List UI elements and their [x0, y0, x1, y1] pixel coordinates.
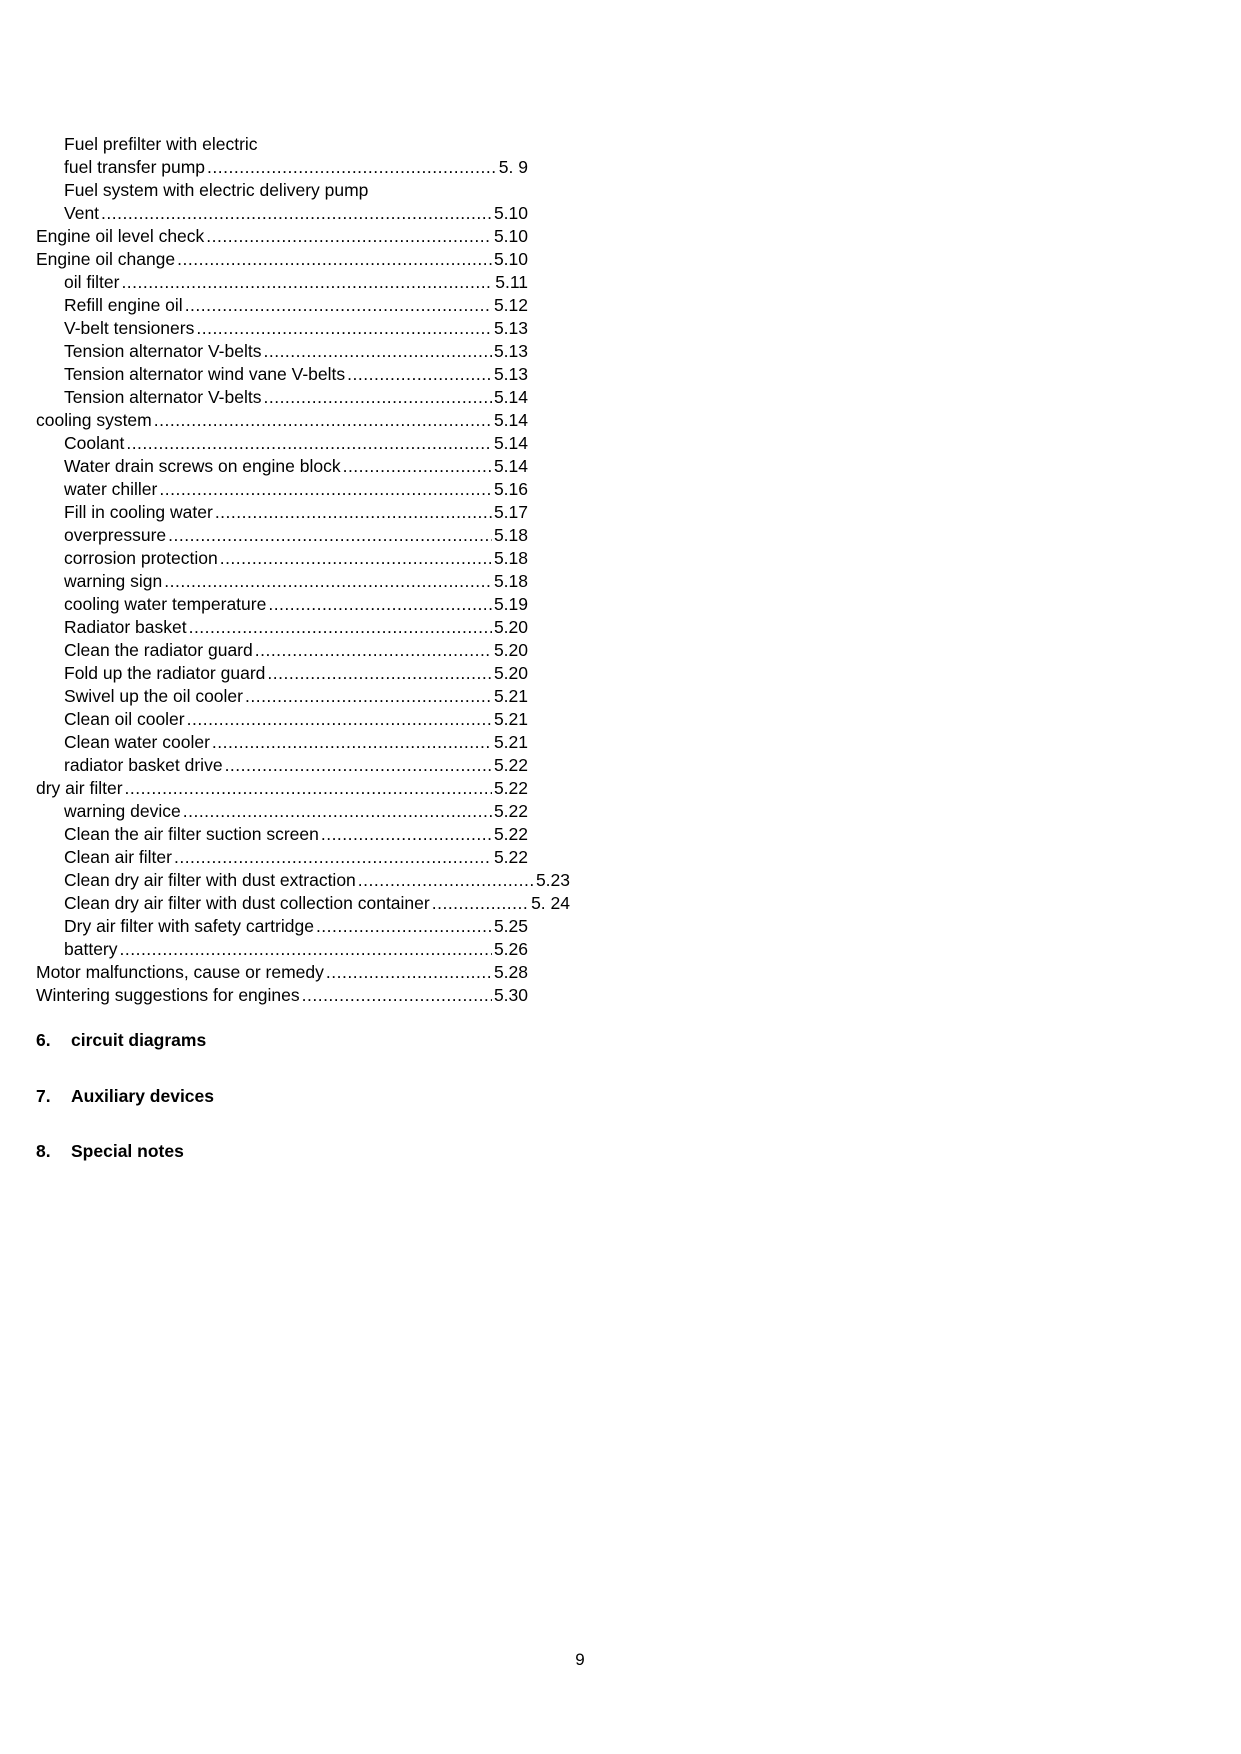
toc-entry	[36, 708, 596, 731]
toc-entry-page: 5.14	[493, 410, 528, 430]
dot-leader	[343, 455, 492, 478]
toc-entry	[36, 501, 596, 524]
toc-entry-page: 5.22	[493, 847, 528, 867]
dot-leader	[206, 225, 492, 248]
dot-leader	[120, 938, 492, 961]
toc-entry	[36, 984, 596, 1007]
dot-leader	[125, 777, 492, 800]
dot-leader	[215, 501, 492, 524]
toc-entry-page: 5.20	[493, 640, 528, 660]
section-number: 8.	[36, 1141, 51, 1161]
toc-entry	[36, 202, 596, 225]
toc-entry	[36, 662, 596, 685]
toc-entry-page: 5.23	[535, 870, 570, 890]
toc-entry	[36, 133, 596, 156]
toc-entry-title: Clean the air filter suction screen	[64, 824, 319, 844]
dot-leader	[263, 340, 491, 363]
toc-entry	[36, 938, 596, 961]
section-7-heading	[36, 1086, 214, 1107]
toc-entry	[36, 846, 596, 869]
dot-leader	[164, 570, 492, 593]
toc-entry-title: Clean dry air filter with dust extraction	[64, 870, 356, 890]
dot-leader	[263, 386, 491, 409]
dot-leader	[196, 317, 492, 340]
dot-leader	[174, 846, 492, 869]
toc-entry	[36, 432, 596, 455]
toc-entry-title: Tension alternator V-belts	[64, 341, 262, 361]
toc-entry-title: dry air filter	[36, 778, 123, 798]
toc-entry-title: Engine oil change	[36, 249, 176, 269]
section-6-heading	[36, 1030, 206, 1051]
dot-leader	[159, 478, 492, 501]
toc-entry	[36, 570, 596, 593]
toc-entry	[36, 455, 596, 478]
toc-entry-page: 5.12	[493, 295, 528, 315]
toc-entry-title: Vent	[64, 203, 100, 223]
page-number: 9	[575, 1650, 585, 1669]
toc-entry-title: Tension alternator wind vane V-belts	[64, 364, 346, 384]
toc-entry	[36, 616, 596, 639]
toc-entry	[36, 294, 596, 317]
toc-entry	[36, 363, 596, 386]
toc-entry-title: V-belt tensioners	[64, 318, 195, 338]
toc-entry-page: 5.17	[493, 502, 528, 522]
toc-entry	[36, 409, 596, 432]
dot-leader	[154, 409, 492, 432]
toc-entry-page: 5.11	[495, 272, 528, 292]
toc-entry	[36, 547, 596, 570]
toc-entry-page: 5.18	[493, 525, 528, 545]
toc-entry	[36, 156, 596, 179]
dot-leader	[121, 271, 493, 294]
section-number: 6.	[36, 1030, 51, 1050]
toc-entry-page: 5.14	[493, 387, 528, 407]
toc-entry	[36, 478, 596, 501]
toc-entry-title: cooling system	[36, 410, 152, 430]
toc-entry-page: 5.22	[493, 801, 528, 821]
toc-entry	[36, 800, 596, 823]
dot-leader	[316, 915, 492, 938]
toc-entry-title: warning device	[64, 801, 181, 821]
toc-entry	[36, 593, 596, 616]
toc-entry-page: 5.13	[493, 318, 528, 338]
dot-leader	[326, 961, 492, 984]
toc-entry-page: 5.14	[493, 433, 528, 453]
dot-leader	[302, 984, 492, 1007]
toc-entry-title: Clean dry air filter with dust collection container	[64, 893, 430, 913]
section-title: circuit diagrams	[71, 1030, 207, 1050]
toc-entry-page: 5.22	[493, 824, 528, 844]
toc-entry-page: 5.10	[493, 249, 528, 269]
toc-entry	[36, 179, 596, 202]
toc-entry-page: 5.28	[493, 962, 528, 982]
toc-entry-title: corrosion protection	[64, 548, 218, 568]
toc-entry-title: Motor malfunctions, cause or remedy	[36, 962, 324, 982]
toc-entry	[36, 685, 596, 708]
dot-leader	[358, 869, 534, 892]
toc-entry-page: 5.21	[493, 709, 528, 729]
toc-entry-page: 5.30	[493, 985, 528, 1005]
toc-entry-page: 5.13	[493, 341, 528, 361]
toc-entry-title: Fill in cooling water	[64, 502, 213, 522]
toc-entry	[36, 317, 596, 340]
dot-leader	[183, 800, 492, 823]
toc-entry-title: Refill engine oil	[64, 295, 183, 315]
dot-leader	[321, 823, 492, 846]
dot-leader	[187, 708, 492, 731]
toc-entry-title: Coolant	[64, 433, 125, 453]
toc-entry	[36, 823, 596, 846]
section-8-heading	[36, 1141, 184, 1162]
toc-entry-title: Fuel system with electric delivery pump	[64, 180, 369, 200]
toc-entry-page: 5.20	[493, 663, 528, 683]
toc-entry	[36, 869, 596, 892]
toc-entry-title: Clean oil cooler	[64, 709, 185, 729]
toc-entry	[36, 271, 596, 294]
toc-entry-title: overpressure	[64, 525, 167, 545]
toc-entry	[36, 915, 596, 938]
dot-leader	[268, 593, 492, 616]
toc-entry-title: oil filter	[64, 272, 120, 292]
toc-entry-title: Clean the radiator guard	[64, 640, 253, 660]
toc-entry-page: 5.20	[493, 617, 528, 637]
toc-entry	[36, 340, 596, 363]
toc-entry	[36, 524, 596, 547]
toc-entry	[36, 386, 596, 409]
dot-leader	[225, 754, 492, 777]
toc-entry-page: 5.10	[493, 203, 528, 223]
toc-entry-title: battery	[64, 939, 118, 959]
toc-entry-page: 5.10	[493, 226, 528, 246]
toc-entry	[36, 639, 596, 662]
toc-entry-title: Fold up the radiator guard	[64, 663, 266, 683]
toc-entry-title: water chiller	[64, 479, 158, 499]
toc-entry	[36, 248, 596, 271]
toc-entry-page: 5.22	[493, 755, 528, 775]
toc-entry	[36, 225, 596, 248]
toc-entry-page: 5.14	[493, 456, 528, 476]
dot-leader	[168, 524, 492, 547]
toc-entry-page: 5.21	[493, 686, 528, 706]
dot-leader	[432, 892, 529, 915]
toc-entry-title: fuel transfer pump	[64, 157, 206, 177]
dot-leader	[267, 662, 492, 685]
dot-leader	[185, 294, 492, 317]
dot-leader	[126, 432, 492, 455]
toc-entry-page: 5.25	[493, 916, 528, 936]
toc-entry-title: Swivel up the oil cooler	[64, 686, 243, 706]
toc-entry-title: Dry air filter with safety cartridge	[64, 916, 314, 936]
toc-entry-title: Tension alternator V-belts	[64, 387, 262, 407]
dot-leader	[212, 731, 492, 754]
dot-leader	[220, 547, 492, 570]
toc-entry	[36, 777, 596, 800]
toc-entry-title: Radiator basket	[64, 617, 187, 637]
toc-entry-title: Wintering suggestions for engines	[36, 985, 300, 1005]
section-number: 7.	[36, 1086, 51, 1106]
table-of-contents	[36, 133, 596, 1007]
toc-entry	[36, 961, 596, 984]
toc-entry-page: 5.21	[493, 732, 528, 752]
toc-entry-title: radiator basket drive	[64, 755, 223, 775]
toc-entry-page: 5.19	[493, 594, 528, 614]
toc-entry-title: Clean water cooler	[64, 732, 210, 752]
toc-entry-title: cooling water temperature	[64, 594, 267, 614]
dot-leader	[245, 685, 492, 708]
toc-entry-page: 5.16	[493, 479, 528, 499]
dot-leader	[255, 639, 492, 662]
toc-entry-page: 5.26	[493, 939, 528, 959]
section-title: Special notes	[71, 1141, 184, 1161]
toc-entry	[36, 892, 596, 915]
dot-leader	[177, 248, 492, 271]
toc-entry-title: Water drain screws on engine block	[64, 456, 341, 476]
dot-leader	[207, 156, 497, 179]
toc-entry-page: 5.22	[493, 778, 528, 798]
toc-entry-page: 5. 9	[498, 157, 528, 177]
dot-leader	[189, 616, 492, 639]
toc-entry-title: Engine oil level check	[36, 226, 205, 246]
toc-entry	[36, 754, 596, 777]
toc-entry-title: Fuel prefilter with electric	[64, 134, 258, 154]
toc-entry-title: warning sign	[64, 571, 163, 591]
toc-entry-page: 5.18	[493, 571, 528, 591]
toc-entry	[36, 731, 596, 754]
toc-entry-page: 5.13	[493, 364, 528, 384]
toc-entry-page: 5. 24	[531, 893, 570, 913]
section-title: Auxiliary devices	[71, 1086, 214, 1106]
toc-entry-page: 5.18	[493, 548, 528, 568]
dot-leader	[101, 202, 492, 225]
dot-leader	[347, 363, 492, 386]
toc-entry-title: Clean air filter	[64, 847, 172, 867]
